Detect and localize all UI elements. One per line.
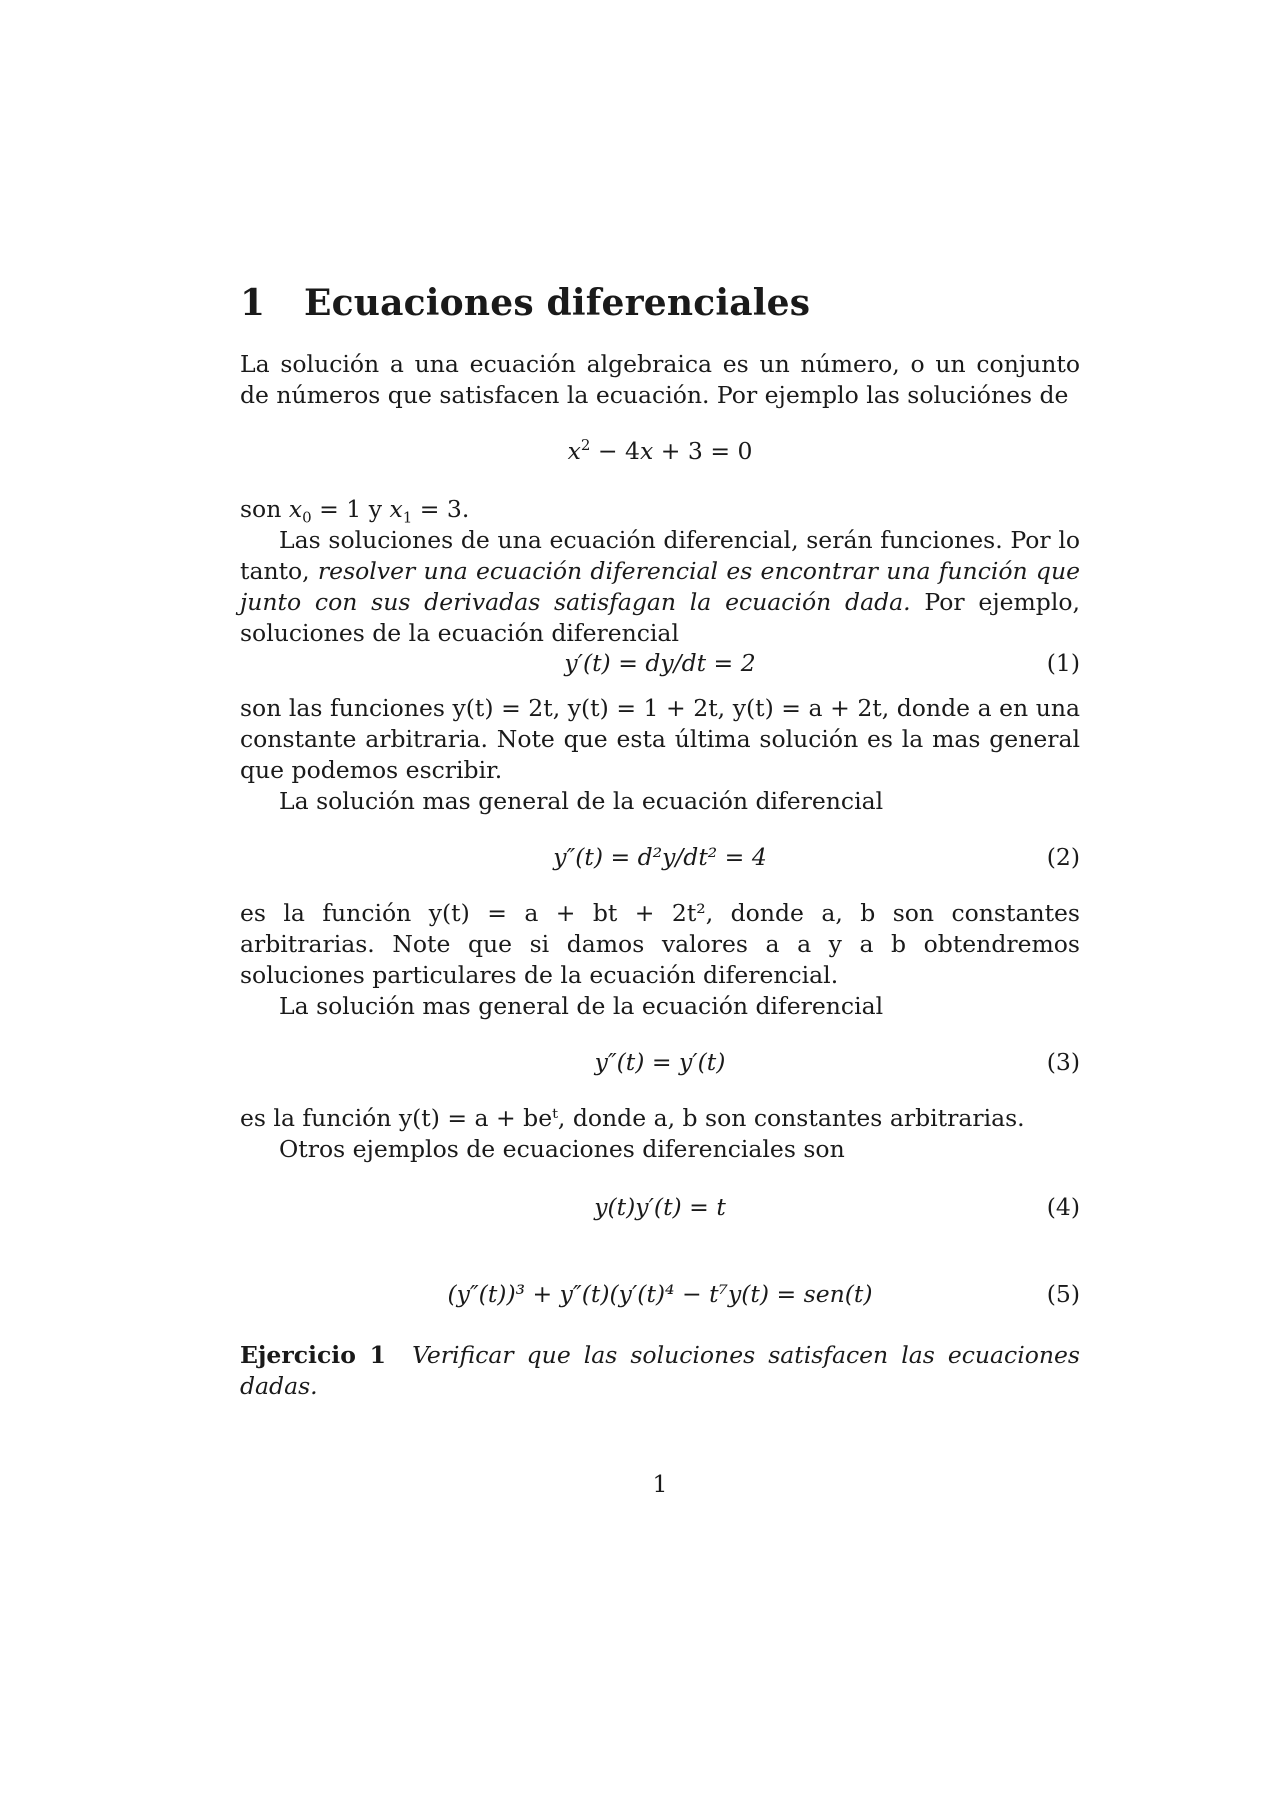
- eq0-x2: x: [639, 437, 654, 465]
- paragraph-other-examples: Otros ejemplos de ecuaciones diferenciales son: [279, 1135, 845, 1163]
- section-title: Ecuaciones diferenciales: [304, 282, 811, 324]
- document-page: [240, 0, 1080, 1811]
- roots-mid: = 1 y: [319, 495, 382, 523]
- equation-2: [240, 840, 1080, 874]
- roots-post: = 3.: [419, 495, 470, 523]
- eq0-tail: + 3 = 0: [660, 437, 753, 465]
- page-number: 1: [652, 1470, 668, 1498]
- equation-4-number: (4): [1046, 1193, 1080, 1221]
- roots-x1: x: [389, 495, 403, 523]
- roots-sub1: 1: [402, 508, 413, 527]
- exercise-label: Ejercicio 1: [240, 1341, 386, 1369]
- equation-4: [240, 1190, 1080, 1224]
- paragraph-general-1: La solución mas general de la ecuación diferencial: [279, 787, 884, 815]
- eq0-minus-four: − 4: [597, 437, 640, 465]
- paragraph-general-2: La solución mas general de la ecuación diferencial: [279, 992, 884, 1020]
- equation-2-math: y″(t) = d²y/dt² = 4: [553, 843, 767, 871]
- equation-3-number: (3): [1046, 1048, 1080, 1076]
- exercise-text: Verificar que las soluciones satisfacen las ecuaciones dadas.: [240, 1341, 1080, 1400]
- equation-1-number: (1): [1046, 649, 1080, 677]
- roots-sub0: 0: [302, 508, 312, 527]
- paragraph-definition: [240, 525, 1080, 649]
- roots-pre: son: [240, 495, 282, 523]
- equation-2-number: (2): [1046, 843, 1080, 871]
- equation-1-math: y′(t) = dy/dt = 2: [564, 649, 756, 677]
- exercise-block: [240, 1340, 1080, 1402]
- equation-quadratic: [240, 434, 1080, 468]
- definition-italic: resolver una ecuación diferencial es encontrar una función que junto con sus derivadas satisfagan la ecuación dada.: [240, 557, 1080, 616]
- eq0-exponent: 2: [580, 436, 591, 455]
- paragraph-solutions-2: es la función y(t) = a + bt + 2t², donde a, b son constantes arbitrarias. Note que si damos valores a a y a b obtendremos soluciones particulares de la ecuación diferencial.: [240, 899, 1080, 989]
- equation-1: [240, 646, 1080, 680]
- eq0-x: x: [567, 437, 581, 465]
- equation-5-number: (5): [1046, 1280, 1080, 1308]
- equation-4-math: y(t)y′(t) = t: [594, 1193, 726, 1221]
- equation-3: [240, 1045, 1080, 1079]
- paragraph-solutions-1: son las funciones y(t) = 2t, y(t) = 1 + 2t, y(t) = a + 2t, donde a en una constante arbitraria. Note que esta última solución es la mas general que podemos escribir.: [240, 694, 1080, 784]
- equation-3-math: y″(t) = y′(t): [594, 1048, 726, 1076]
- definition-tail: Por ejemplo, soluciones de la ecuación diferencial: [240, 588, 1080, 647]
- section-number: 1: [240, 282, 266, 324]
- roots-x0: x: [288, 495, 303, 523]
- equation-5-math: (y″(t))³ + y″(t)(y′(t)⁴ − t⁷y(t) = sen(t): [447, 1280, 873, 1308]
- paragraph-solutions-3: es la función y(t) = a + beᵗ, donde a, b son constantes arbitrarias.: [240, 1104, 1025, 1132]
- section-heading: [240, 282, 810, 324]
- equation-5: [240, 1277, 1080, 1311]
- paragraph-intro: La solución a una ecuación algebraica es un número, o un conjunto de números que satisfacen la ecuación. Por ejemplo las soluciónes de: [240, 350, 1080, 409]
- paragraph-roots: [240, 494, 1080, 525]
- definition-lead: Las soluciones de una ecuación diferencial, serán funciones. Por lo tanto,: [240, 526, 1080, 585]
